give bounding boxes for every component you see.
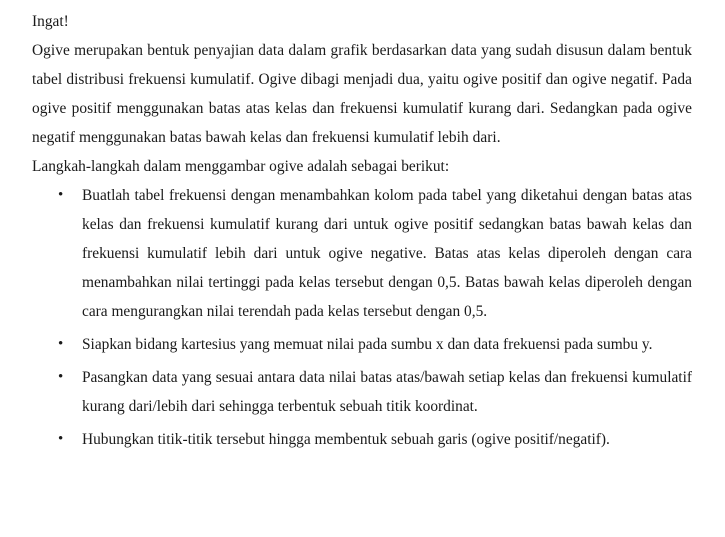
bullet-icon: • (58, 431, 64, 447)
steps-list (32, 181, 692, 454)
step-text: Siapkan bidang kartesius yang memuat nilai pada sumbu x dan data frekuensi pada sumbu y. (82, 336, 653, 353)
bullet-icon: • (58, 369, 64, 385)
list-item (58, 330, 692, 359)
ogive-definition-paragraph: Ogive merupakan bentuk penyajian data dalam grafik berdasarkan data yang sudah disusun dalam bentuk tabel distribusi frekuensi kumulatif. Ogive dibagi menjadi dua, yaitu ogive positif dan ogive negatif. Pada ogive positif menggunakan batas atas kelas dan frekuensi kumulatif kurang dari. Sedangkan pada ogive negatif menggunakan batas bawah kelas dan frekuensi kumulatif lebih dari. (32, 42, 692, 146)
list-item (58, 181, 692, 326)
list-item (58, 425, 692, 454)
step-text: Pasangkan data yang sesuai antara data nilai batas atas/bawah setiap kelas dan frekuensi kumulatif kurang dari/lebih dari sehingga terbentuk sebuah titik koordinat. (82, 369, 692, 415)
bullet-icon: • (58, 187, 64, 203)
step-text: Buatlah tabel frekuensi dengan menambahkan kolom pada tabel yang diketahui dengan batas atas kelas dan frekuensi kumulatif kurang dari untuk ogive positif sedangkan batas bawah kelas dan frekuensi kumulatif lebih dari untuk ogive negative. Batas atas kelas diperoleh dengan cara menambahkan nilai tertinggi pada kelas tersebut dengan 0,5. Batas bawah kelas diperoleh dengan cara mengurangkan nilai terendah pada kelas tersebut dengan 0,5. (82, 187, 692, 320)
bullet-icon: • (58, 336, 64, 352)
note-heading: Ingat! (32, 13, 69, 30)
steps-intro: Langkah-langkah dalam menggambar ogive adalah sebagai berikut: (32, 158, 450, 175)
list-item (58, 363, 692, 421)
step-text: Hubungkan titik-titik tersebut hingga membentuk sebuah garis (ogive positif/negatif). (82, 431, 610, 448)
